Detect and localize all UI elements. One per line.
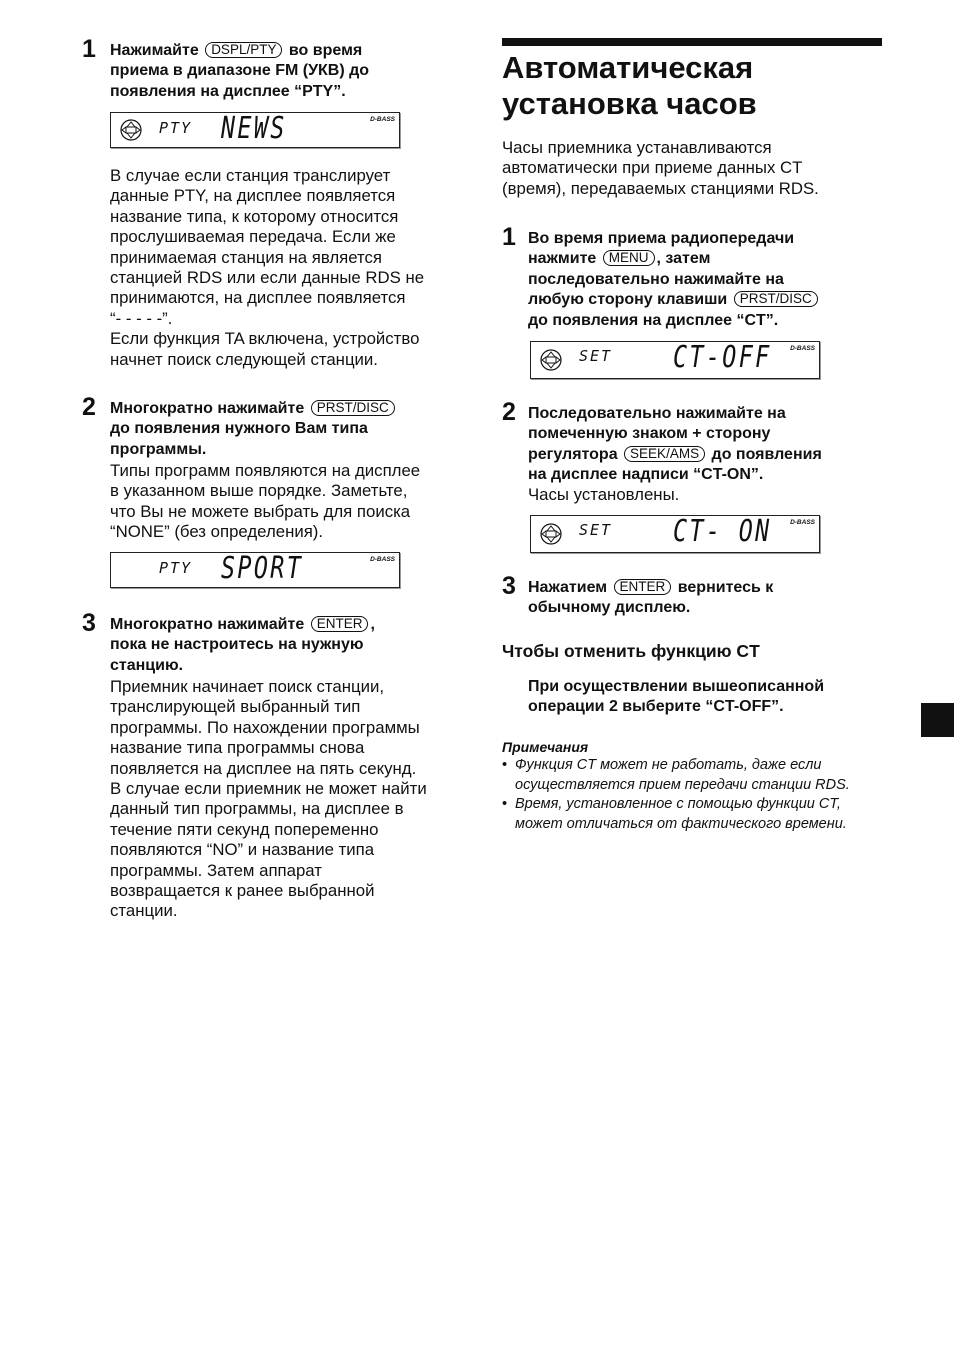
lcd-display-ct-off — [530, 341, 820, 379]
section-tab-marker — [921, 703, 954, 737]
body-line: данный тип программы, на дисплее в — [110, 799, 404, 819]
section-title — [502, 50, 757, 122]
ct-step-3-instruction — [528, 578, 908, 619]
body-line: В случае если приемник не может найти — [110, 779, 427, 799]
ct-step-1-text: , затем — [656, 250, 711, 268]
enter-key: ENTER — [614, 579, 672, 595]
lcd-display-pty-sport — [110, 552, 400, 588]
dbass-badge: D-BASS — [790, 519, 815, 526]
body-line: “NONE” (без определения). — [110, 522, 324, 542]
ct-step-2-line1: Последовательно нажимайте на — [528, 405, 786, 422]
notes-list — [502, 756, 882, 834]
body-line: название типа программы снова — [110, 738, 365, 758]
lcd-small-text: SET — [579, 521, 613, 539]
dbass-badge: D-BASS — [370, 556, 395, 563]
dspl-pty-key: DSPL/PTY — [205, 42, 282, 58]
dbass-badge: D-BASS — [370, 116, 395, 123]
body-line: станции. — [110, 901, 178, 921]
body-line: программы. По нахождении программы — [110, 717, 420, 737]
step-3-line3: станцию. — [110, 656, 184, 674]
ct-step-3-text: вернитесь к — [677, 579, 774, 596]
step-1-body — [110, 166, 480, 370]
body-line: появляется на дисплее на пять секунд. — [110, 758, 417, 778]
body-line: транслирующей выбранный тип — [110, 697, 361, 717]
body-line: Приемник начинает поиск станции, — [110, 677, 385, 696]
section-rule — [502, 38, 882, 46]
body-line: принимаются, на дисплее появляется — [110, 288, 406, 308]
notes-title: Примечания — [502, 739, 589, 755]
ct-step-3-number: 3 — [502, 572, 516, 600]
prst-disc-key: PRST/DISC — [311, 400, 395, 416]
body-line: Если функция TA включена, устройство — [110, 329, 420, 349]
step-2-text-pre: Многократно нажимайте — [110, 400, 305, 417]
ct-step-1-line3: последовательно нажимайте на — [528, 270, 784, 288]
note-item: • Время, установленное с помощью функции CT, может отличаться от фактического времени. — [502, 795, 882, 834]
step-1-instruction — [110, 41, 470, 102]
lcd-small-text: SET — [579, 347, 613, 365]
ct-step-1-text: нажмите — [528, 250, 597, 268]
cancel-instruction — [528, 677, 918, 718]
ct-step-1-number: 1 — [502, 223, 516, 251]
step-3-body — [110, 677, 480, 922]
intro-line: (время), передаваемых станциями RDS. — [502, 178, 819, 198]
intro-line: автоматически при приеме данных CT — [502, 158, 803, 178]
body-line: данные PTY, на дисплее появляется — [110, 186, 396, 206]
step-1-line3: появления на дисплее “PTY”. — [110, 82, 346, 100]
seek-arrows-icon — [117, 117, 145, 143]
body-line: принимаемая станция на является — [110, 247, 382, 267]
ct-step-3-line2: обычному дисплею. — [528, 599, 691, 617]
ct-step-1-instruction — [528, 229, 908, 331]
enter-key: ENTER — [311, 616, 369, 632]
step-2-body — [110, 461, 480, 543]
body-line: появляются “NO” и название типа — [110, 840, 375, 860]
body-line: программы. Затем аппарат — [110, 860, 322, 880]
body-line: станцией RDS или если данные RDS не — [110, 268, 425, 288]
seek-arrows-icon — [537, 347, 565, 373]
step-2-number: 2 — [82, 393, 96, 421]
body-line: начнет поиск следующей станции. — [110, 349, 378, 369]
seek-arrows-icon — [537, 521, 565, 547]
body-line: Типы программ появляются на дисплее — [110, 461, 421, 480]
cancel-heading: Чтобы отменить функцию CT — [502, 641, 760, 661]
lcd-small-text: PTY — [159, 119, 193, 137]
title-line: Автоматическая — [502, 50, 754, 85]
body-line: течение пяти секунд попеременно — [110, 819, 379, 839]
step-2-instruction — [110, 399, 470, 460]
note-item: • Функция CT может не работать, даже если осуществляется прием передачи станции RDS. — [502, 756, 882, 795]
ct-step-2-line4: на дисплее надписи “CT-ON”. — [528, 466, 764, 484]
ct-step-2-instruction — [528, 404, 918, 486]
menu-key: MENU — [603, 250, 655, 266]
body-line: название типа, к которому относится — [110, 206, 399, 226]
ct-step-1-text: любую сторону клавиши — [528, 291, 728, 309]
lcd-big-text: CT-OFF — [673, 340, 772, 375]
step-2-line2: до появления нужного Вам типа — [110, 420, 368, 438]
intro-line: Часы приемника устанавливаются — [502, 138, 772, 157]
cancel-line2: операции 2 выберите “CT-OFF”. — [528, 698, 784, 716]
step-1-text-pre: Нажимайте — [110, 42, 199, 59]
ct-step-2-text: регулятора — [528, 445, 618, 463]
prst-disc-key: PRST/DISC — [734, 291, 818, 307]
lcd-big-text: CT- ON — [673, 514, 772, 549]
body-line: возвращается к ранее выбранной — [110, 881, 375, 901]
cancel-line1: При осуществлении вышеописанной — [528, 678, 825, 695]
step-3-line2: пока не настроитесь на нужную — [110, 636, 364, 654]
step-1-number: 1 — [82, 35, 96, 63]
body-line: в указанном выше порядке. Заметьте, — [110, 481, 408, 501]
ct-step-2-body: Часы установлены. — [528, 485, 680, 504]
step-3-number: 3 — [82, 609, 96, 637]
dbass-badge: D-BASS — [790, 345, 815, 352]
intro-text — [502, 138, 892, 199]
body-line: что Вы не можете выбрать для поиска — [110, 501, 411, 521]
step-3-text-pre: Многократно нажимайте — [110, 616, 305, 633]
ct-step-1-line5: до появления на дисплее “CT”. — [528, 311, 779, 329]
body-line: “- - - - -”. — [110, 308, 173, 328]
step-3-text-post: , — [370, 616, 375, 633]
seek-ams-key: SEEK/AMS — [624, 446, 705, 462]
body-line: В случае если станция транслирует — [110, 166, 391, 185]
lcd-big-text: SPORT — [221, 551, 304, 586]
step-1-text-post: во время — [288, 42, 363, 59]
ct-step-3-text: Нажатием — [528, 579, 608, 596]
step-3-instruction — [110, 615, 470, 676]
lcd-display-pty-news — [110, 112, 400, 148]
title-line: установка часов — [502, 86, 757, 121]
ct-step-2-number: 2 — [502, 398, 516, 426]
lcd-big-text: NEWS — [221, 111, 287, 146]
ct-step-1-line1: Во время приема радиопередачи — [528, 230, 795, 247]
step-2-line3: программы. — [110, 440, 207, 458]
body-line: прослушиваемая передача. Если же — [110, 227, 396, 247]
step-1-line2: приема в диапазоне FM (УКВ) до — [110, 62, 370, 80]
lcd-display-ct-on — [530, 515, 820, 553]
lcd-small-text: PTY — [159, 559, 193, 577]
ct-step-2-text: до появления — [711, 445, 822, 463]
ct-step-2-line2: помеченную знаком + сторону — [528, 425, 771, 443]
